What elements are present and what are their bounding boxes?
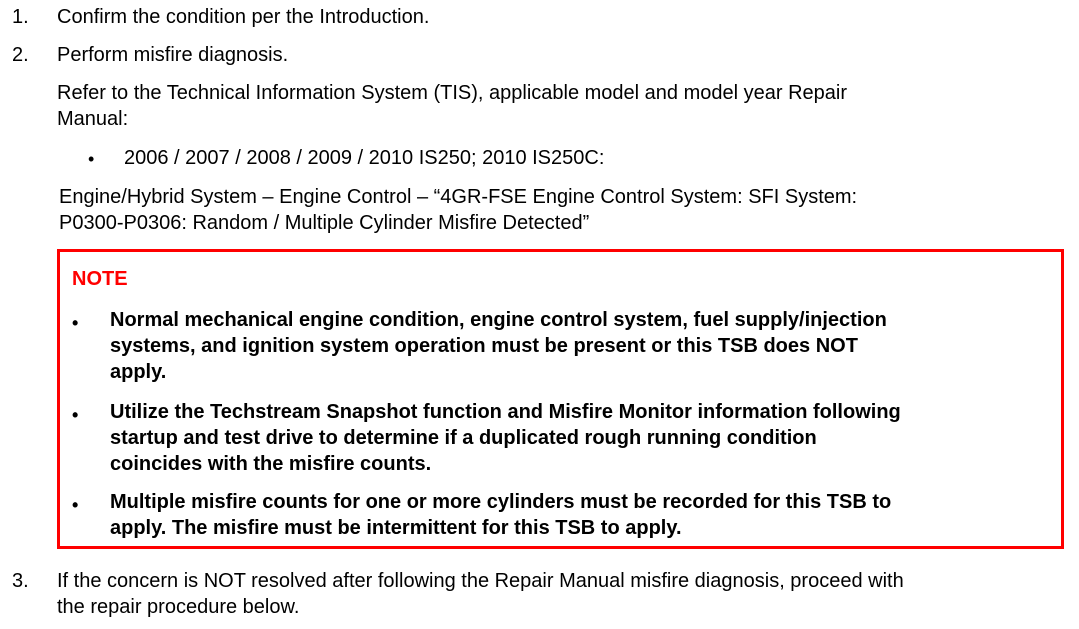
bullet-dot: • (88, 149, 95, 169)
model-years-text: 2006 / 2007 / 2008 / 2009 / 2010 IS250; 2010 IS250C: (124, 147, 605, 169)
note-bullet-dot: • (72, 495, 79, 515)
step-number: 3. (12, 570, 29, 592)
refer-paragraph: Refer to the Technical Information System (TIS), applicable model and model year Repair Manual: (57, 82, 848, 130)
step-text: Perform misfire diagnosis. (57, 44, 289, 66)
note-bullet-dot: • (72, 313, 79, 333)
step-text: Confirm the condition per the Introduction. (57, 6, 430, 28)
step-number: 2. (12, 44, 29, 66)
note-bullet-dot: • (72, 405, 79, 425)
step-number: 1. (12, 6, 29, 28)
note-box (57, 249, 1064, 549)
note-item: Utilize the Techstream Snapshot function and Misfire Monitor information following startup and test drive to determine if a duplicated rough running condition coincides with the misfire counts. (110, 401, 901, 475)
manual-path-paragraph: Engine/Hybrid System – Engine Control – “4GR-FSE Engine Control System: SFI System: P0300-P0306: Random / Multiple Cylinder Misfire Detected” (59, 186, 858, 234)
note-item: Multiple misfire counts for one or more cylinders must be recorded for this TSB to apply. The misfire must be intermittent for this TSB to apply. (110, 491, 892, 539)
note-title: NOTE (72, 268, 128, 290)
step-text: If the concern is NOT resolved after following the Repair Manual misfire diagnosis, proceed with the repair procedure below. (57, 570, 904, 618)
note-item: Normal mechanical engine condition, engine control system, fuel supply/injection systems, and ignition system operation must be present or this TSB does NOT apply. (110, 309, 887, 383)
